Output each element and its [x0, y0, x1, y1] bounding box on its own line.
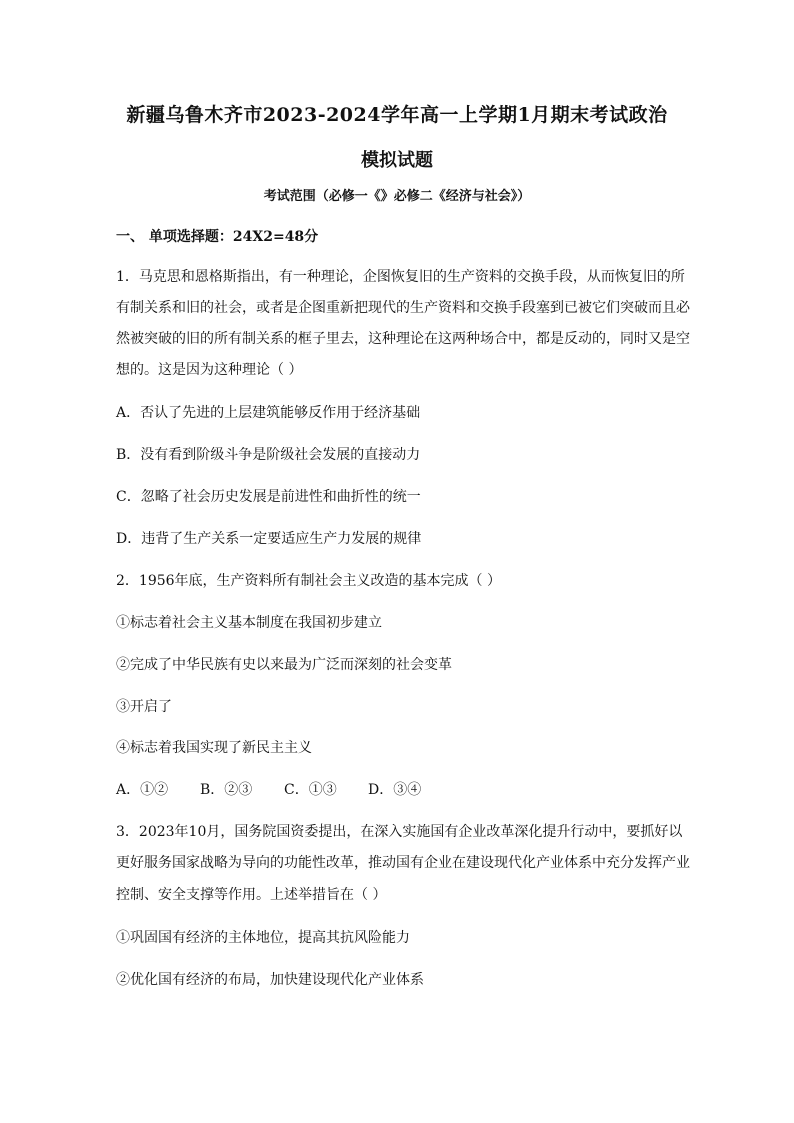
- q1-stem-line: 想的。这是因为这种理论（ ）: [116, 362, 303, 378]
- q1-option-a: A．否认了先进的上层建筑能够反作用于经济基础: [116, 405, 421, 421]
- document-subtitle: 模拟试题: [361, 150, 433, 171]
- q3-item-2: ②优化国有经济的布局，加快建设现代化产业体系: [116, 972, 424, 988]
- q1-option-d: D．违背了生产关系一定要适应生产力发展的规律: [116, 531, 422, 547]
- section-heading: 一、 单项选择题：24X2=48分: [116, 229, 319, 245]
- q3-stem-line: 更好服务国家战略为导向的功能性改革，推动国有企业在建设现代化产业体系中充分发挥产业: [116, 855, 690, 871]
- q1-stem-line: 有制关系和旧的社会，或者是企图重新把现代的生产资料和交换手段塞到已被它们突破而且必: [116, 300, 690, 316]
- q3-item-1: ①巩固国有经济的主体地位，提高其抗风险能力: [116, 930, 410, 946]
- q2-choice-d: D．③④: [368, 782, 422, 798]
- exam-scope: 考试范围（必修一《》必修二《经济与社会》）: [263, 189, 531, 204]
- q3-stem-line: 3．2023年10月，国务院国资委提出，在深入实施国有企业改革深化提升行动中，要抓好以: [116, 824, 683, 840]
- q2-choice-b: B．②③: [200, 782, 253, 798]
- q2-choice-a: A．①②: [116, 782, 169, 798]
- q1-option-c: C．忽略了社会历史发展是前进性和曲折性的统一: [116, 489, 421, 505]
- q2-stem: 2．1956年底，生产资料所有制社会主义改造的基本完成（ ）: [116, 573, 501, 589]
- q1-stem-line: 然被突破的旧的所有制关系的框子里去，这种理论在这两种场合中，都是反动的，同时又是空: [116, 331, 690, 347]
- q1-stem-line: 1．马克思和恩格斯指出，有一种理论，企图恢复旧的生产资料的交换手段，从而恢复旧的所: [116, 269, 685, 285]
- q2-item-2: ②完成了中华民族有史以来最为广泛而深刻的社会变革: [116, 657, 452, 673]
- document-title: 新疆乌鲁木齐市2023-2024学年高一上学期1月期末考试政治: [126, 104, 668, 126]
- q2-item-3: ③开启了: [116, 699, 172, 715]
- q2-choices: [116, 779, 421, 799]
- q2-choice-c: C．①③: [284, 782, 337, 798]
- q1-option-b: B．没有看到阶级斗争是阶级社会发展的直接动力: [116, 447, 421, 463]
- q2-item-1: ①标志着社会主义基本制度在我国初步建立: [116, 615, 382, 631]
- q3-stem-line: 控制、安全支撑等作用。上述举措旨在（ ）: [116, 887, 387, 903]
- q2-item-4: ④标志着我国实现了新民主主义: [116, 740, 312, 756]
